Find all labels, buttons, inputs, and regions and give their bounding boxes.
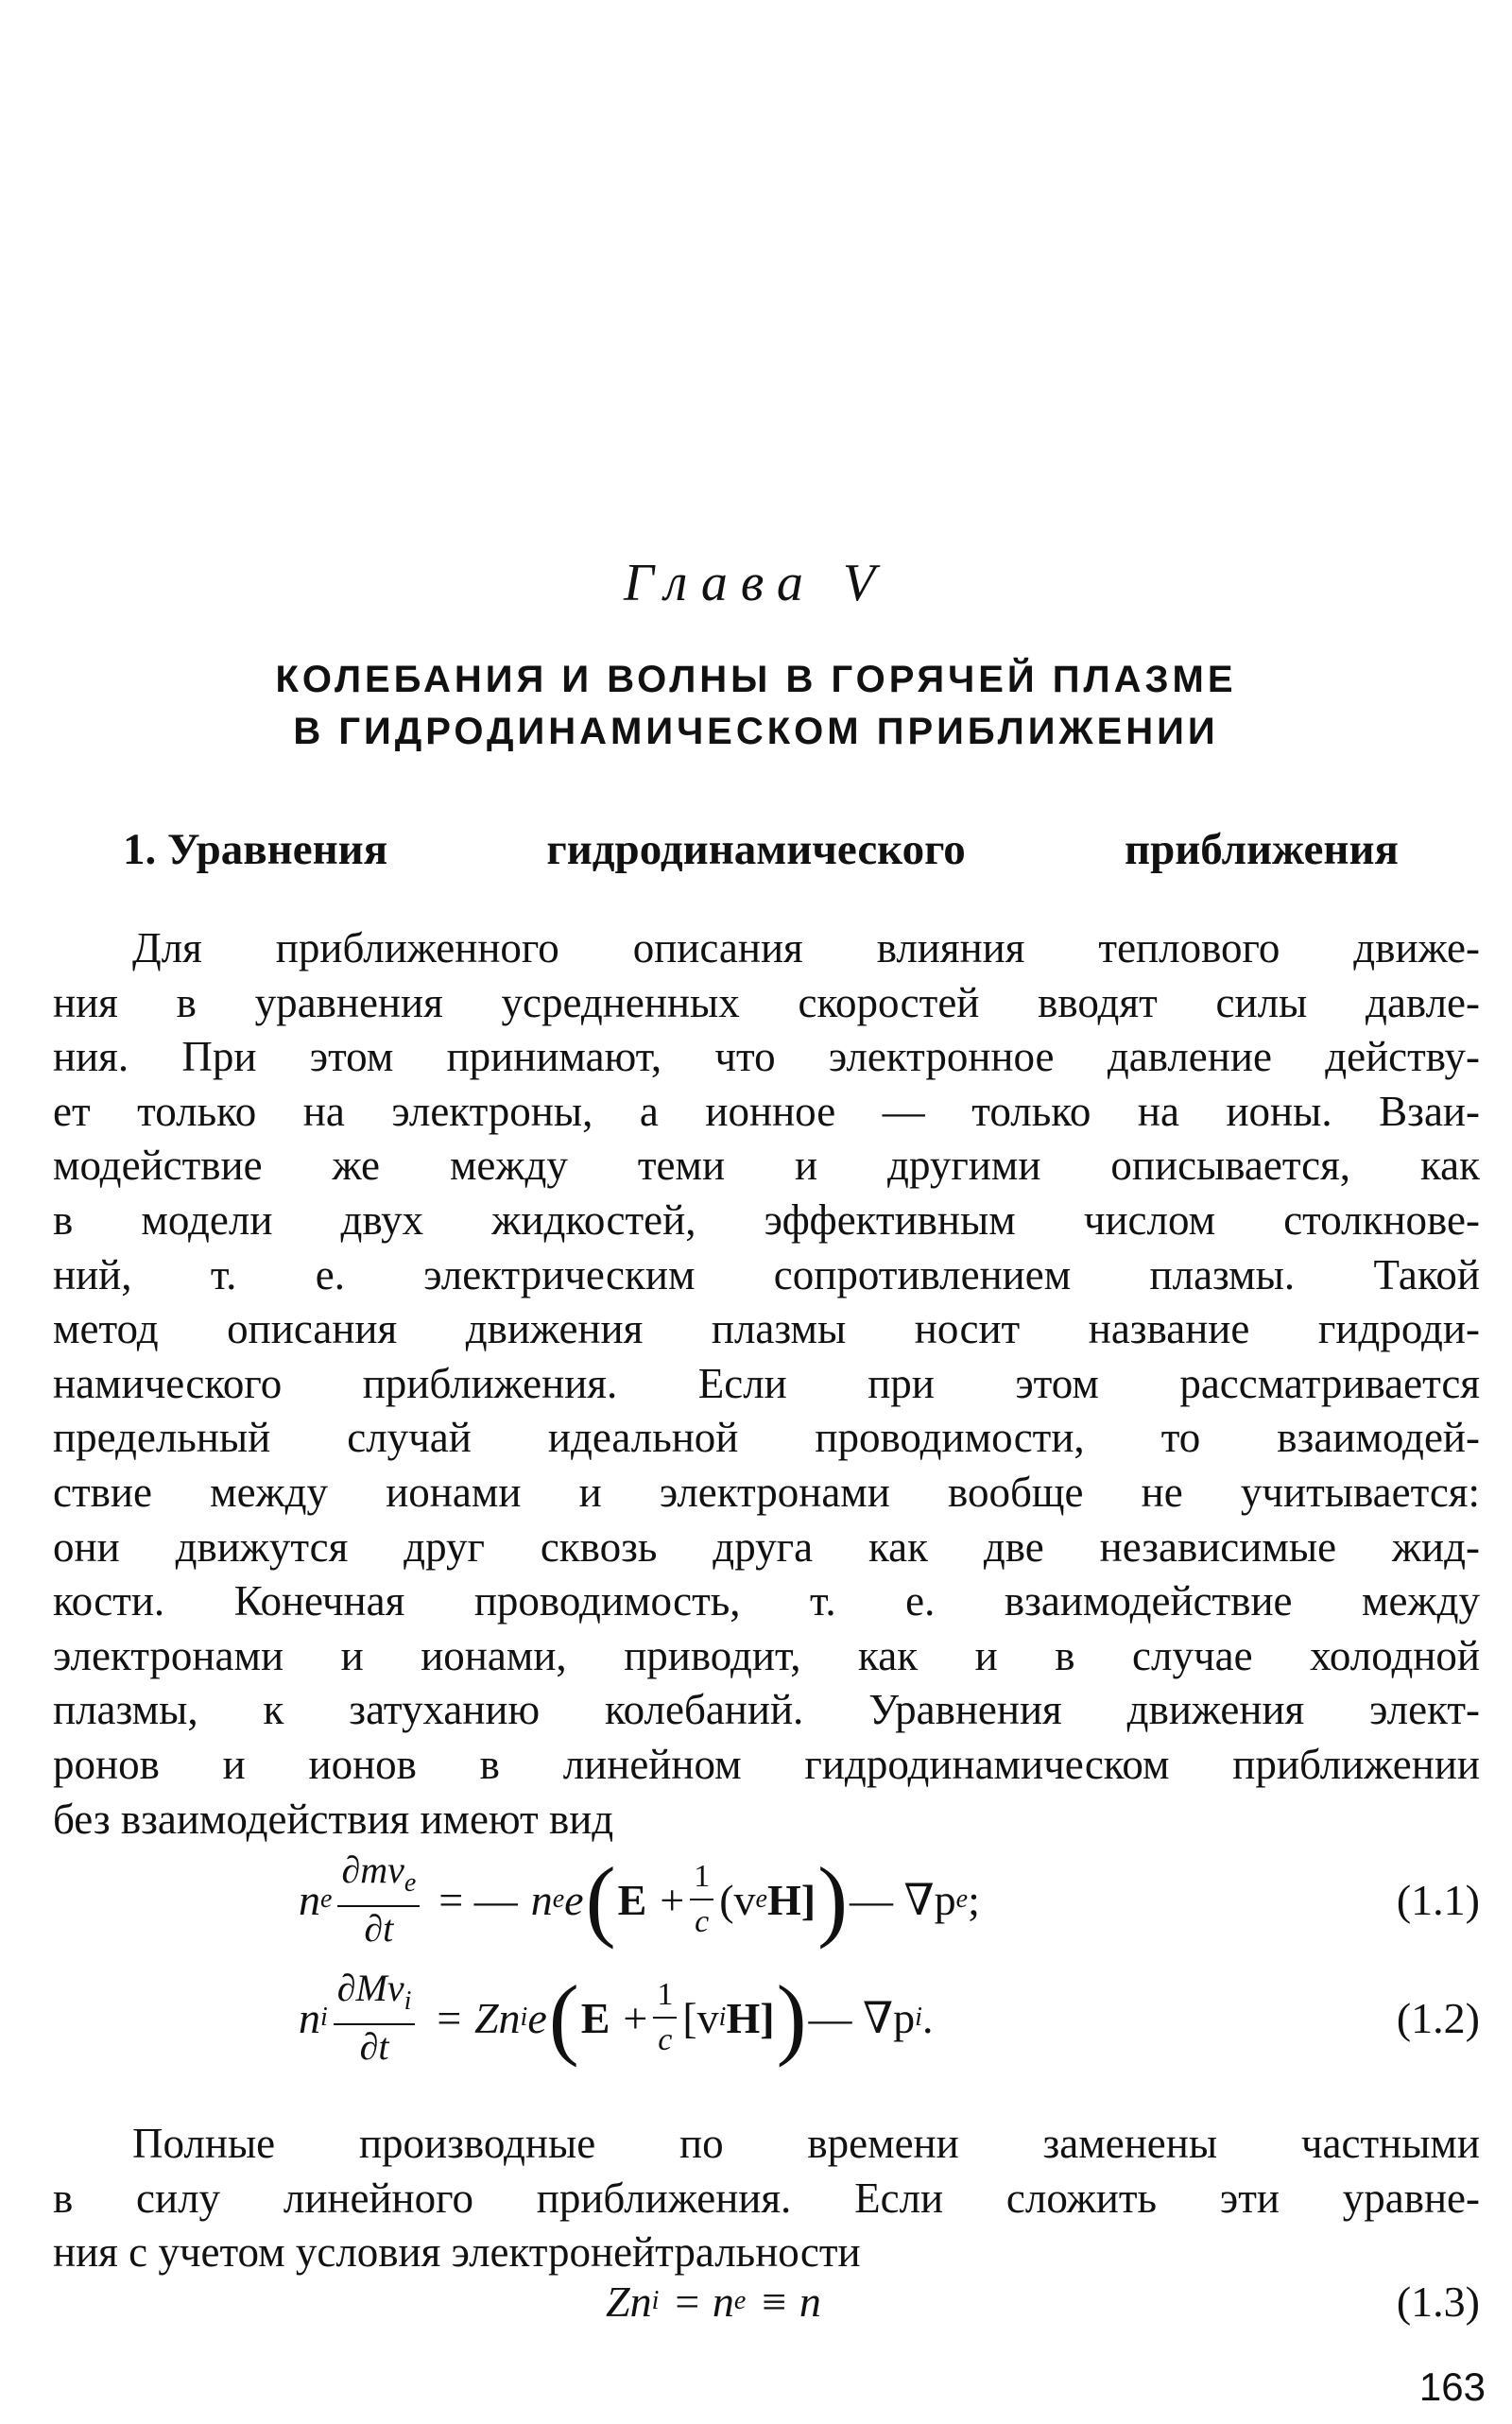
eq-fraction [653,1975,677,2060]
eq-subscript: i [404,1986,412,2016]
chapter-title [0,654,1512,758]
section-heading-part-1 [123,824,387,875]
eq-fraction [690,1857,713,1942]
eq-operator: + [660,1875,685,1924]
left-paren: ( [548,1967,579,2068]
eq-symbol: [v [682,1993,719,2042]
paragraph-line: в силу линейного приближения. Если сложить эти уравне- [53,2174,1480,2222]
paragraph-line: ствие между ионами и электронами вообще не учитывается: [53,1468,1480,1516]
paragraph-2 [53,2117,1480,2280]
eq-symbol: n [530,1875,553,1924]
eq-subscript: e [733,2286,747,2315]
eq-fraction [334,1968,416,2067]
eq-symbol: E [617,1875,647,1924]
paragraph-line: в модели двух жидкостей, эффективным числом столкнове- [53,1195,1480,1244]
eq-fraction-numerator [337,1850,420,1907]
paragraph-line: ния с учетом условия электронейтральности [53,2228,861,2277]
right-paren: ) [776,1967,807,2068]
chapter-title-line-2: В ГИДРОДИНАМИЧЕСКОМ ПРИБЛИЖЕНИИ [293,711,1219,752]
right-paren: ) [817,1848,849,1950]
eq-symbol: H] [726,1993,775,2042]
eq-operator: = — [438,1875,518,1924]
section-heading [123,824,1399,875]
paragraph-line: Для приближенного описания влияния теплового движе- [132,924,1480,971]
paragraph-line: они движутся друг сквозь друга как две независимые жид- [53,1522,1480,1571]
section-word-2: гидродинамического [546,825,966,874]
eq-fraction [337,1850,420,1949]
equation-body [606,2268,821,2334]
eq-fraction-numerator: 1 [653,1975,677,2019]
equation-number: (1.2) [1396,1993,1480,2042]
eq-subscript: e [404,1868,417,1898]
paragraph-line: намического приближения. Если при этом рассматривается [53,1359,1480,1407]
eq-fraction-denominator: c [658,2022,673,2057]
eq-operator: — ∇p [850,1876,956,1924]
eq-symbol: Zn [606,2277,652,2326]
paragraph-line: предельный случай идеальной проводимости, то взаимодей- [53,1414,1480,1462]
paragraph-line: ронов и ионов в линейном гидродинамическом приближении [53,1740,1480,1788]
eq-punct: . [921,1993,934,2042]
eq-subscript: e [552,1884,565,1914]
paragraph-1 [53,921,1480,1847]
section-number: 1. [123,825,157,874]
eq-fraction-denominator: ∂t [359,2025,389,2068]
paragraph-line: ния в уравнения усредненных скоростей вводят силы давле- [53,978,1480,1026]
eq-symbol: H] [766,1875,816,1924]
eq-subscript: i [651,2286,660,2315]
equation-1-1 [53,1848,1480,1951]
paragraph-line: ет только на электроны, а ионное — только на ионы. Взаи- [53,1087,1480,1135]
eq-symbol: (v [719,1875,756,1924]
eq-subscript: i [520,2003,528,2032]
paragraph-line: метод описания движения плазмы носит название гидроди- [53,1305,1480,1353]
eq-operator: = n [672,2277,734,2326]
paragraph-line: ния. При этом принимают, что электронное давление действу- [53,1033,1480,1081]
eq-operator: ≡ n [759,2277,821,2326]
chapter-label: Глава V [623,554,889,612]
page-number: 163 [1418,2364,1486,2409]
eq-symbol: ∂Mv [336,1967,404,2009]
equation-number: (1.1) [1396,1875,1480,1924]
eq-symbol: n [299,1993,320,2042]
section-word-3: приближения [1124,825,1399,874]
eq-operator: — ∇p [808,1994,916,2042]
chapter-title-line-1: КОЛЕБАНИЯ И ВОЛНЫ В ГОРЯЧЕЙ ПЛАЗМЕ [275,659,1237,700]
eq-operator: = Zn [434,1993,521,2042]
paragraph-line: Полные производные по времени заменены частными [132,2120,1480,2167]
left-paren: ( [585,1848,616,1950]
eq-fraction-numerator: 1 [690,1857,713,1900]
eq-subscript: e [320,1884,333,1914]
eq-subscript: e [755,1884,767,1914]
paragraph-line: кости. Конечная проводимость, т. е. взаимодействие между [53,1577,1480,1625]
eq-fraction-numerator [334,1968,416,2025]
eq-subscript: i [718,2003,727,2032]
eq-symbol: e [527,1993,547,2042]
equation-body [299,1848,980,1951]
eq-subscript: e [955,1884,969,1914]
eq-operator: + [623,1993,648,2042]
equation-body [299,1966,933,2070]
paragraph-line: плазмы, к затуханию колебаний. Уравнения движения элект- [53,1686,1480,1734]
section-word-1: Уравнения [167,825,388,874]
equation-1-3 [53,2268,1480,2334]
eq-symbol: n [299,1875,320,1924]
equation-1-2 [53,1966,1480,2070]
paragraph-line: электронами и ионами, приводит, как и в случае холодной [53,1631,1480,1679]
eq-subscript: i [320,2003,328,2032]
paragraph-line: ний, т. е. электрическим сопротивлением плазмы. Такой [53,1250,1480,1298]
eq-punct: ; [968,1875,980,1924]
eq-fraction-denominator: ∂t [364,1907,394,1950]
eq-fraction-denominator: c [695,1904,710,1939]
eq-symbol: E [580,1993,610,2042]
paragraph-line: без взаимодействия имеют вид [53,1795,614,1843]
eq-subscript: i [915,2003,922,2032]
eq-symbol: e [564,1875,584,1924]
paragraph-line: модействие же между теми и другими описывается, как [53,1142,1480,1190]
eq-symbol: ∂mv [341,1848,404,1891]
equation-number: (1.3) [1396,2277,1480,2326]
